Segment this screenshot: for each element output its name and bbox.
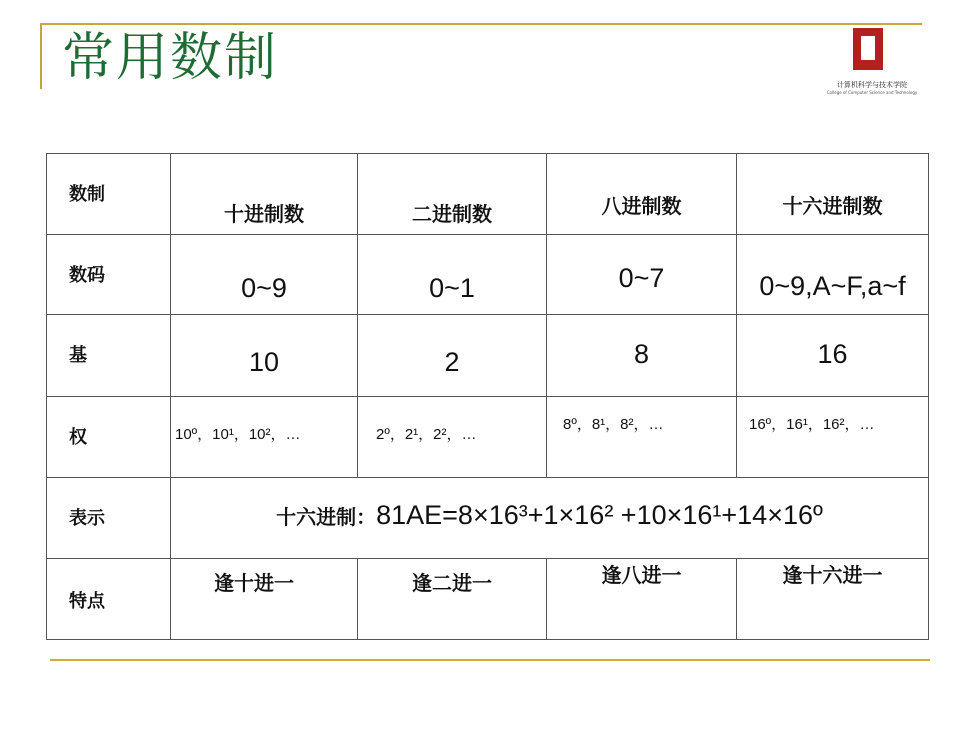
base-hex: 16: [737, 315, 929, 397]
weight-row: [47, 397, 929, 478]
col-header-decimal: 十进制数: [171, 154, 358, 235]
digits-binary: 0~1: [358, 235, 547, 315]
row-label-system: 数制: [47, 154, 171, 235]
logo-text: 计算机科学与技术学院: [837, 81, 907, 89]
bottom-rule: [50, 659, 930, 661]
representation-row: [47, 478, 929, 559]
formula-label: 十六进制：: [276, 505, 377, 529]
feature-decimal: 逢十进一: [171, 559, 358, 640]
logo-subtext: College of Computer Science and Technology: [826, 90, 918, 95]
row-label-digits: 数码: [47, 235, 171, 315]
col-header-binary: 二进制数: [358, 154, 547, 235]
digits-octal: 0~7: [547, 235, 737, 315]
representation-formula-cell: [171, 478, 929, 559]
number-system-table: [46, 153, 929, 640]
feature-row: [47, 559, 929, 640]
row-label-weight: 权: [47, 397, 171, 478]
col-header-octal: 八进制数: [547, 154, 737, 235]
school-logo: [820, 28, 924, 108]
feature-hex: 逢十六进一: [737, 559, 929, 640]
weight-hex: 16º，16¹，16²，…: [737, 397, 929, 478]
row-label-feature: 特点: [47, 559, 171, 640]
page-title: 常用数制: [62, 28, 279, 88]
row-label-base: 基: [47, 315, 171, 397]
digits-hex: 0~9,A~F,a~f: [737, 235, 929, 315]
weight-octal: 8º，8¹，8²，…: [547, 397, 737, 478]
header-row: [47, 154, 929, 235]
weight-decimal: 10º，10¹，10²，…: [171, 397, 358, 478]
left-rule: [40, 23, 42, 89]
logo-mark-icon: [853, 28, 883, 70]
base-row: [47, 315, 929, 397]
hex-formula: [171, 500, 928, 531]
base-binary: 2: [358, 315, 547, 397]
top-rule: [40, 23, 922, 25]
formula-text: 81AE=8×16³+1×16² +10×16¹+14×16º: [376, 500, 823, 530]
row-label-representation: 表示: [47, 478, 171, 559]
base-octal: 8: [547, 315, 737, 397]
feature-binary: 逢二进一: [358, 559, 547, 640]
digits-row: [47, 235, 929, 315]
base-decimal: 10: [171, 315, 358, 397]
col-header-hex: 十六进制数: [737, 154, 929, 235]
digits-decimal: 0~9: [171, 235, 358, 315]
feature-octal: 逢八进一: [547, 559, 737, 640]
weight-binary: 2º，2¹，2²，…: [358, 397, 547, 478]
